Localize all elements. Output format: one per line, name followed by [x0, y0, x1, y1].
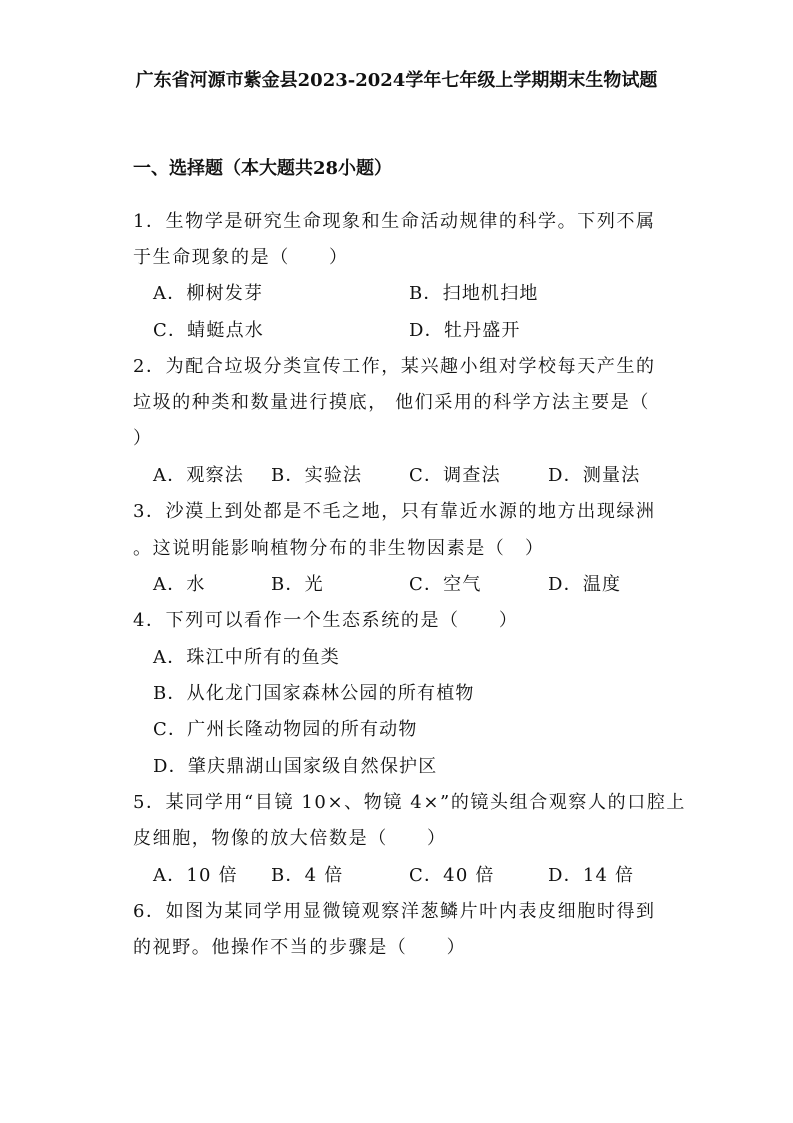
- question-3-line-2: 。这说明能影响植物分布的非生物因素是（ ）: [133, 538, 545, 559]
- question-5-line-2: 皮细胞，物像的放大倍数是（ ）: [133, 828, 447, 849]
- question-3-option-a: A．水: [153, 574, 206, 595]
- question-5-option-d: D．14 倍: [548, 865, 635, 886]
- question-6-line-1: 6．如图为某同学用显微镜观察洋葱鳞片叶内表皮细胞时得到: [133, 901, 656, 922]
- question-1-option-a: A．柳树发芽: [153, 283, 264, 304]
- question-4-option-a: A．珠江中所有的鱼类: [153, 647, 340, 668]
- question-2-option-d: D．测量法: [548, 465, 641, 486]
- question-1-line-2: 于生命现象的是（ ）: [133, 247, 349, 268]
- question-1-option-b: B．扫地机扫地: [409, 283, 539, 304]
- question-6-line-2: 的视野。他操作不当的步骤是（ ）: [133, 937, 467, 958]
- question-4-option-b: B．从化龙门国家森林公园的所有植物: [153, 683, 475, 704]
- question-3-option-d: D．温度: [548, 574, 622, 595]
- question-1-line-1: 1．生物学是研究生命现象和生命活动规律的科学。下列不属: [133, 211, 656, 232]
- question-5-line-1: 5．某同学用“目镜 10×、物镜 4×”的镜头组合观察人的口腔上: [133, 792, 687, 813]
- question-4-option-c: C．广州长隆动物园的所有动物: [153, 719, 418, 740]
- question-5-option-a: A．10 倍: [153, 865, 238, 886]
- question-3-option-b: B．光: [271, 574, 324, 595]
- question-2-option-c: C．调查法: [409, 465, 501, 486]
- question-2-line-2: 垃圾的种类和数量进行摸底， 他们采用的科学方法主要是（: [133, 392, 650, 413]
- question-2-option-b: B．实验法: [271, 465, 363, 486]
- exam-title: 广东省河源市紫金县2023-2024学年七年级上学期期末生物试题: [135, 70, 658, 91]
- question-2-option-a: A．观察法: [153, 465, 244, 486]
- question-3-option-c: C．空气: [409, 574, 482, 595]
- question-5-option-b: B．4 倍: [271, 865, 344, 886]
- question-5-option-c: C．40 倍: [409, 865, 495, 886]
- question-2-line-3: ）: [133, 428, 153, 449]
- question-4-line-1: 4．下列可以看作一个生态系统的是（ ）: [133, 610, 519, 631]
- question-1-option-c: C．蜻蜓点水: [153, 320, 264, 341]
- question-4-option-d: D．肇庆鼎湖山国家级自然保护区: [153, 756, 438, 777]
- question-1-option-d: D．牡丹盛开: [409, 320, 521, 341]
- question-3-line-1: 3．沙漠上到处都是不毛之地，只有靠近水源的地方出现绿洲: [133, 501, 656, 522]
- question-2-line-1: 2．为配合垃圾分类宣传工作，某兴趣小组对学校每天产生的: [133, 356, 656, 377]
- section-heading: 一、选择题（本大题共28小题）: [133, 158, 393, 179]
